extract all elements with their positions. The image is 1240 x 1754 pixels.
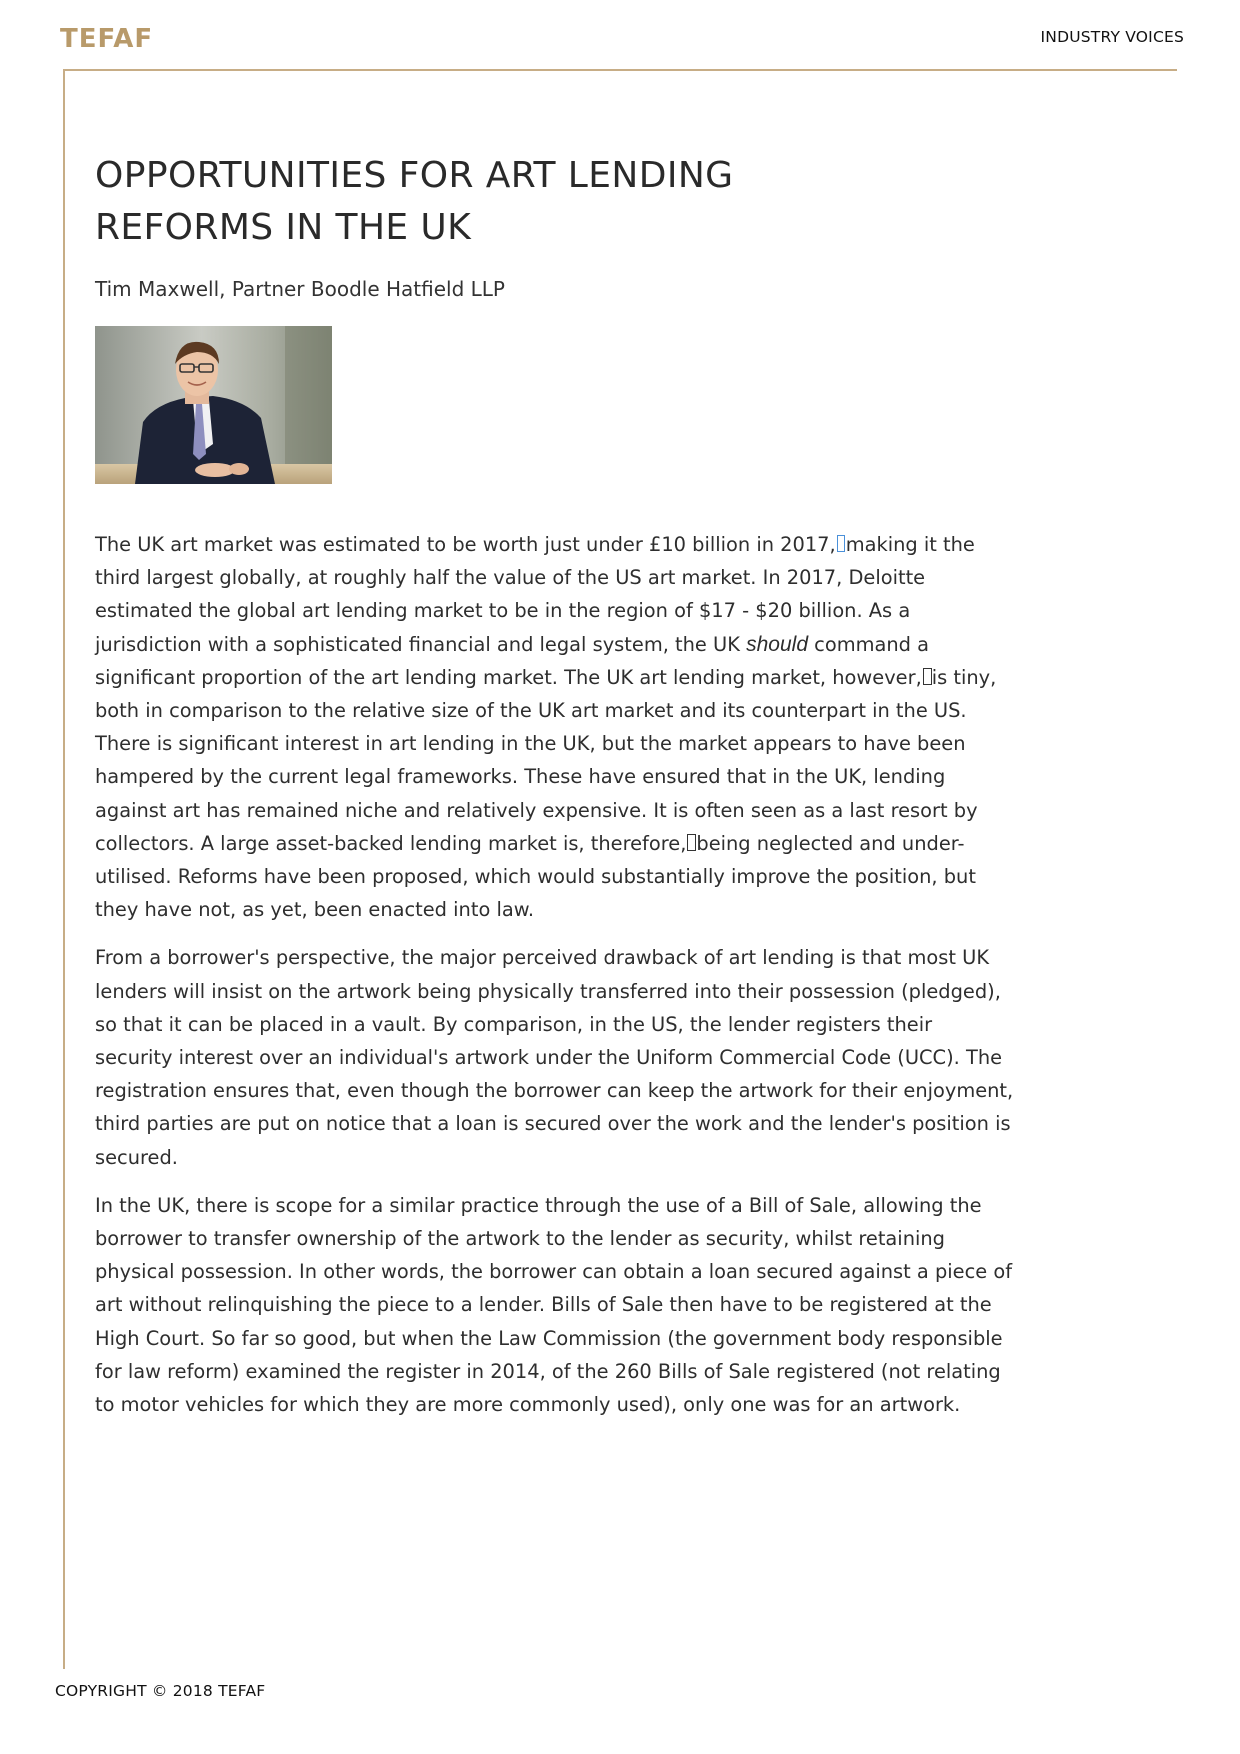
paragraph-1 (95, 528, 1015, 926)
paragraph-1-text-e: being neglected and under-utilised. Reforms have been proposed, which would substantially improve the position, but they have not, as yet, been enacted into law. (95, 831, 976, 922)
section-label: INDUSTRY VOICES (1040, 28, 1184, 46)
paragraph-1-text-d: is tiny, both in comparison to the relative size of the UK art market and its counterpart in the US. There is significant interest in art lending in the UK, but the market appears to have been hampered by the current legal frameworks. These have ensured that in the UK, lending against art has remained niche and relatively expensive. It is often seen as a last resort by collectors. A large asset-backed lending market is, therefore, (95, 665, 997, 855)
top-rule (63, 69, 1177, 71)
paragraph-2: From a borrower's perspective, the major perceived drawback of art lending is that most UK lenders will insist on the artwork being physically transferred into their possession (pledged), so that it can be placed in a vault. By comparison, in the US, the lender registers their security interest over an individual's artwork under the Uniform Commercial Code (UCC). The registration ensures that, even though the borrower can keep the artwork for their enjoyment, third parties are put on notice that a loan is secured over the work and the lender's position is secured. (95, 946, 1014, 1169)
missing-glyph-box (923, 668, 932, 685)
article-byline: Tim Maxwell, Partner Boodle Hatfield LLP (95, 277, 505, 301)
article-title: OPPORTUNITIES FOR ART LENDING REFORMS IN THE UK (95, 155, 734, 248)
paragraph-3: In the UK, there is scope for a similar practice through the use of a Bill of Sale, allowing the borrower to transfer ownership of the artwork to the lender as security, whilst retaining physical possession. In other words, the borrower can obtain a loan secured against a piece of art without relinquishing the piece to a lender. Bills of Sale then have to be registered at the High Court. So far so good, but when the Law Commission (the government body responsible for law reform) examined the register in 2014, of the 260 Bills of Sale registered (not relating to motor vehicles for which they are more commonly used), only one was for an artwork. (95, 1193, 1013, 1417)
paragraph-1-text-c: command a significant proportion of the art lending market. The UK art lending market, however, (95, 632, 929, 689)
footnote-marker[interactable] (837, 535, 845, 552)
paragraph-1-text-b: making it the third largest globally, at roughly half the value of the US art market. In 2017, Deloitte estimated the global art lending market to be in the region of $17 - $20 billion. As a jurisdiction with a sophisticated financial and legal system, the UK (95, 533, 975, 656)
author-photo (95, 326, 332, 484)
article-body (95, 528, 1015, 1421)
copyright-footer: COPYRIGHT © 2018 TEFAF (55, 1682, 266, 1700)
article (95, 150, 1015, 1436)
paragraph-1-text-a: The UK art market was estimated to be worth just under £10 billion in 2017, (95, 533, 836, 556)
emphasis-should: should (746, 632, 808, 656)
tefaf-logo[interactable]: TEFAF (60, 24, 154, 54)
left-rule (63, 69, 65, 1669)
